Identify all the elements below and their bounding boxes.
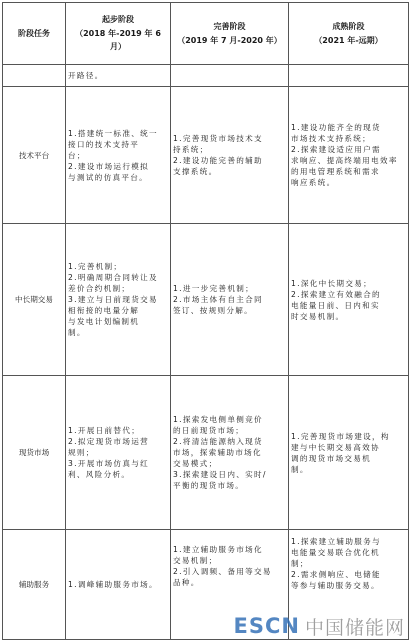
stage3-cell: 1.建设功能齐全的现货 市场技术支持系统； 2.探索建设适应用户需 求响应、提高终端用电效率 的用电管理系统和需求 响应系统。	[289, 87, 409, 224]
table-row	[3, 376, 409, 530]
header-stage3	[289, 3, 409, 65]
stage2-cell: 1.建立辅助服务市场化 交易机制； 2.引入调频、备用等交易 品种。	[171, 530, 289, 640]
stage2-cell	[171, 65, 289, 87]
task-cell: 现货市场	[3, 376, 66, 530]
table-row	[3, 65, 409, 87]
stage2-cell: 1.完善现货市场技术支 持系统； 2.建设功能完善的辅助 支撑系统。	[171, 87, 289, 224]
stage2-title: 完善阶段	[213, 21, 246, 31]
stage1-title: 起步阶段	[102, 15, 134, 25]
table-row	[3, 224, 409, 376]
header-stage1	[66, 3, 171, 65]
task-cell	[3, 65, 66, 87]
stage1-period: （2018 年-2019 年 6 月）	[75, 28, 161, 52]
stage3-title: 成熟阶段	[332, 21, 365, 31]
watermark	[234, 611, 405, 641]
stage3-cell: 1.深化中长期交易； 2.探索建立有效融合的 电能量日前、日内和实 时交易机制。	[289, 224, 409, 376]
stage1-cell: 1.调峰辅助服务市场。	[66, 530, 171, 640]
stage-table	[2, 2, 409, 640]
stage1-cell: 1.搭建统一标准、统一 接口的技术支持平 台； 2.建设市场运行模拟 与测试的仿真平台。	[66, 87, 171, 224]
stage2-cell: 1.探索发电侧单侧竞价 的日前现货市场； 2.将清洁能源纳入现货 市场，探索辅助市场化 交易模式； 3.探索建设日内、实时/ 平衡的现货市场。	[171, 376, 289, 530]
stage3-cell: 1.完善现货市场建设，构 建与中长期交易高效协 调的现货市场交易机 制。	[289, 376, 409, 530]
stage2-period: （2019 年 7 月-2020 年）	[177, 35, 282, 45]
stage3-cell: 1.探索建立辅助服务与 电能量交易联合优化机 制； 2.需求侧响应、电储能 等参与辅助服务交易。	[289, 530, 409, 640]
stage1-cell: 1.开展日前替代； 2.拟定现货市场运营 规则； 3.开展市场仿真与红 利、风险分析。	[66, 376, 171, 530]
stage3-period: （2021 年-远期）	[314, 35, 383, 45]
stage1-cell: 开路径。	[66, 65, 171, 87]
task-cell: 辅助服务	[3, 530, 66, 640]
header-task: 阶段任务	[3, 3, 66, 65]
watermark-logo: ESCN	[233, 614, 300, 638]
task-cell: 技术平台	[3, 87, 66, 224]
stage1-cell: 1.完善机制； 2.明确周期合同转让及 差价合约机制； 3.建立与日前现货交易 相衔接的电量分解 与发电计划编制机 制。	[66, 224, 171, 376]
task-cell: 中长期交易	[3, 224, 66, 376]
watermark-text: 中国储能网	[304, 616, 405, 639]
stage2-cell: 1.进一步完善机制； 2.市场主体有自主合同 签订、按规则分解。	[171, 224, 289, 376]
stage3-cell	[289, 65, 409, 87]
table-row	[3, 87, 409, 224]
header-row	[3, 3, 409, 65]
header-stage2	[171, 3, 289, 65]
